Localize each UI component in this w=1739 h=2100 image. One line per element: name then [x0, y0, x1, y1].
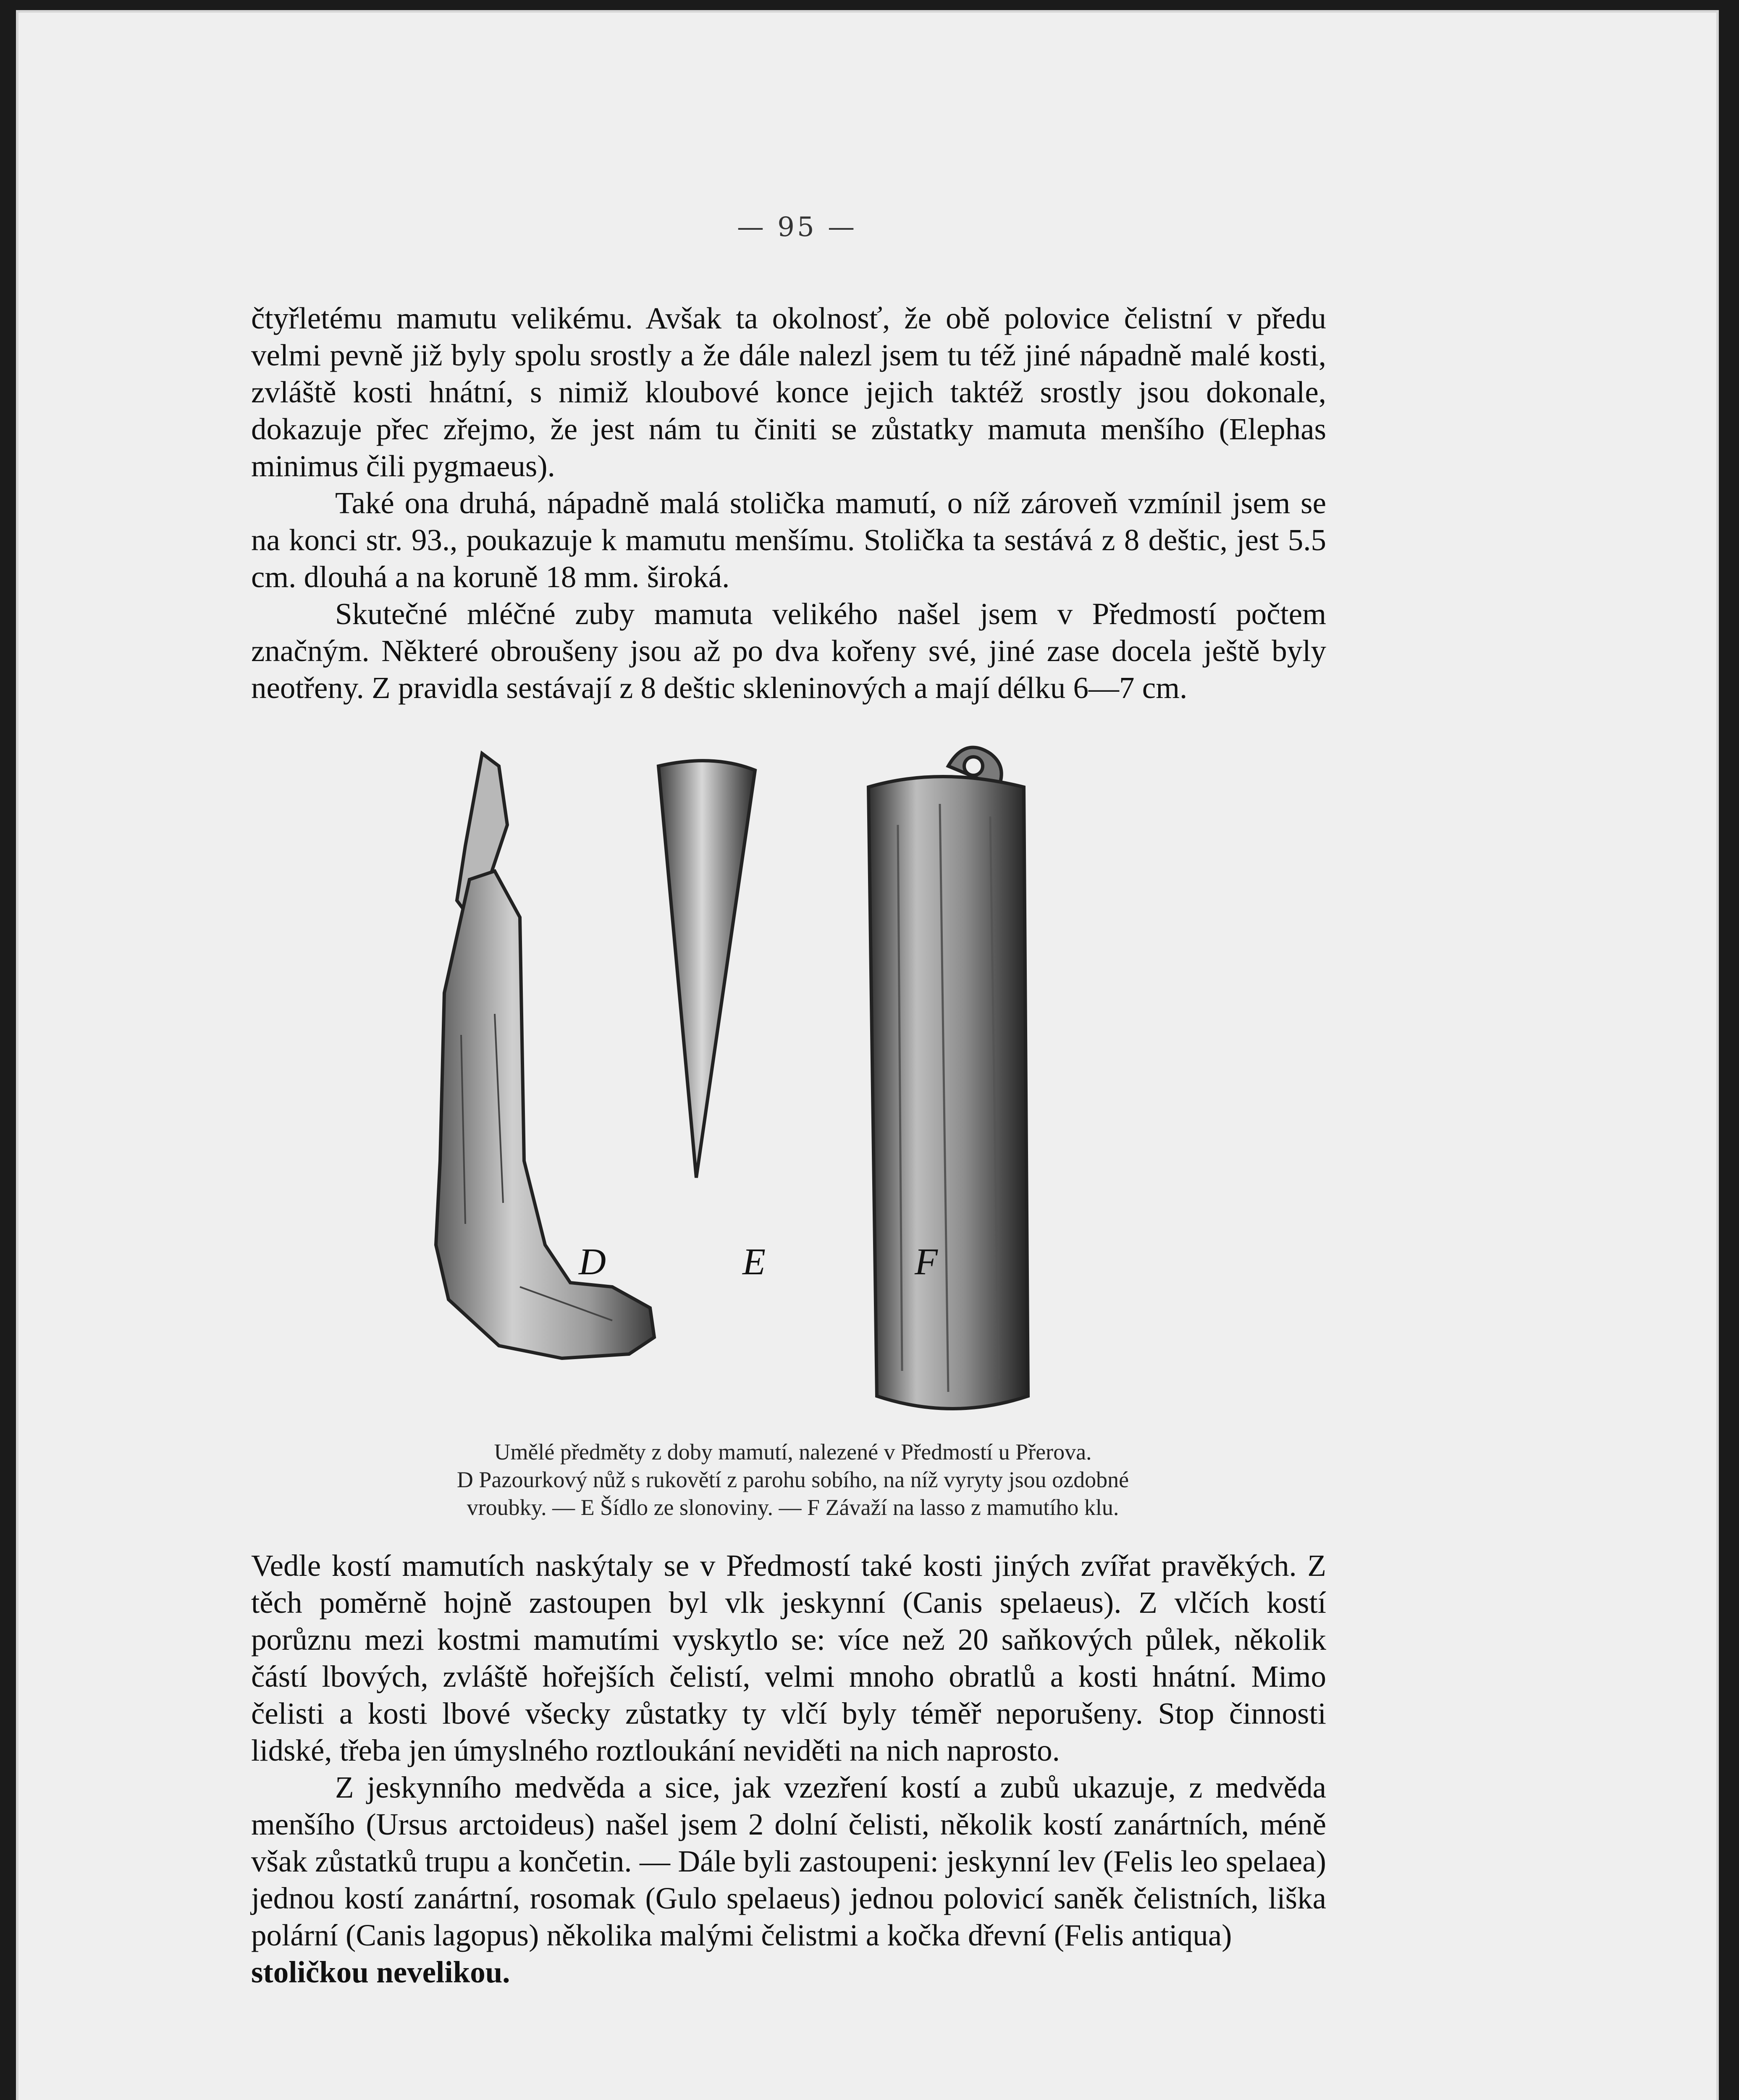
- paragraph: Skutečné mléčné zuby mamuta velikého našel jsem v Předmostí počtem značným. Některé obroušeny jsou až po dva kořeny své, jiné zase docela ještě byly neotřeny. Z pravidla sestávají z 8 deštic skleninových a mají délku 6—7 cm.: [251, 597, 1326, 705]
- text-block-top: [251, 300, 1326, 706]
- figure-caption: [310, 1438, 1276, 1521]
- knife-drawing: [436, 753, 654, 1358]
- page: [16, 10, 1719, 2100]
- figure-label-f: F: [915, 1241, 938, 1283]
- paragraph: čtyřletému mamutu velikému. Avšak ta okolnosť, že obě polovice čelistní v předu velmi pevně již byly spolu srostly a že dále nalezl jsem tu též jiné nápadně malé kosti, zvláště kosti hnátní, s nimiž kloubové konce jejich taktéž srostly jsou dokonale, dokazuje přec zřejmo, že jest nám tu činiti se zůstatky mamuta menšího (Elephas minimus čili pygmaeus).: [251, 301, 1326, 483]
- artifact-figure: [394, 741, 1360, 1438]
- caption-line: vroubky. — E Šídlo ze slonoviny. — F Závaží na lasso z mamutího klu.: [467, 1495, 1119, 1520]
- weight-drawing: [868, 747, 1028, 1409]
- figure-label-e: E: [742, 1241, 766, 1283]
- caption-line: Umělé předměty z doby mamutí, nalezené v Předmostí u Přerova.: [494, 1439, 1092, 1465]
- paragraph: Vedle kostí mamutích naskýtaly se v Předmostí také kosti jiných zvířat pravěkých. Z těch poměrně hojně zastoupen byl vlk jeskynní (Canis spelaeus). Z vlčích kostí porůznu mezi kostmi mamutími vyskytlo se: více než 20 saňkových půlek, několik částí lbových, zvláště hořejších čelistí, velmi mnoho obratlů a kosti hnátní. Mimo čelisti a kosti lbové všecky zůstatky ty vlčí byly téměř neporušeny. Stop činnosti lidské, třeba jen úmyslného roztloukání neviděti na nich naprosto.: [251, 1549, 1326, 1767]
- figure-label-d: D: [579, 1241, 606, 1283]
- artifact-illustration: [394, 741, 1360, 1438]
- paragraph: Z jeskynního medvěda a sice, jak vzezření kostí a zubů ukazuje, z medvěda menšího (Ursus arctoideus) našel jsem 2 dolní čelisti, několik kostí zanártních, méně však zůstatků trupu a končetin. — Dále byli zastoupeni: jeskynní lev (Felis leo spelaea) jednou kostí zanártní, rosomak (Gulo spelaeus) jednou polovicí saněk čelistních, liška polární (Canis lagopus) několika malými čelistmi a kočka dřevní (Felis antiqua): [251, 1770, 1326, 1952]
- awl-drawing: [658, 761, 755, 1178]
- page-number: — 95 —: [737, 212, 858, 243]
- paragraph-last-line: stoličkou nevelikou.: [251, 1955, 510, 1989]
- caption-line: D Pazourkový nůž s rukovětí z parohu sobího, na níž vyryty jsou ozdobné: [456, 1467, 1129, 1492]
- paragraph: Také ona druhá, nápadně malá stolička mamutí, o níž zároveň vzmínil jsem se na konci str. 93., poukazuje k mamutu menšímu. Stolička ta sestává z 8 deštic, jest 5.5 cm. dlouhá a na koruně 18 mm. široká.: [251, 486, 1326, 594]
- text-block-bottom: [251, 1547, 1326, 1991]
